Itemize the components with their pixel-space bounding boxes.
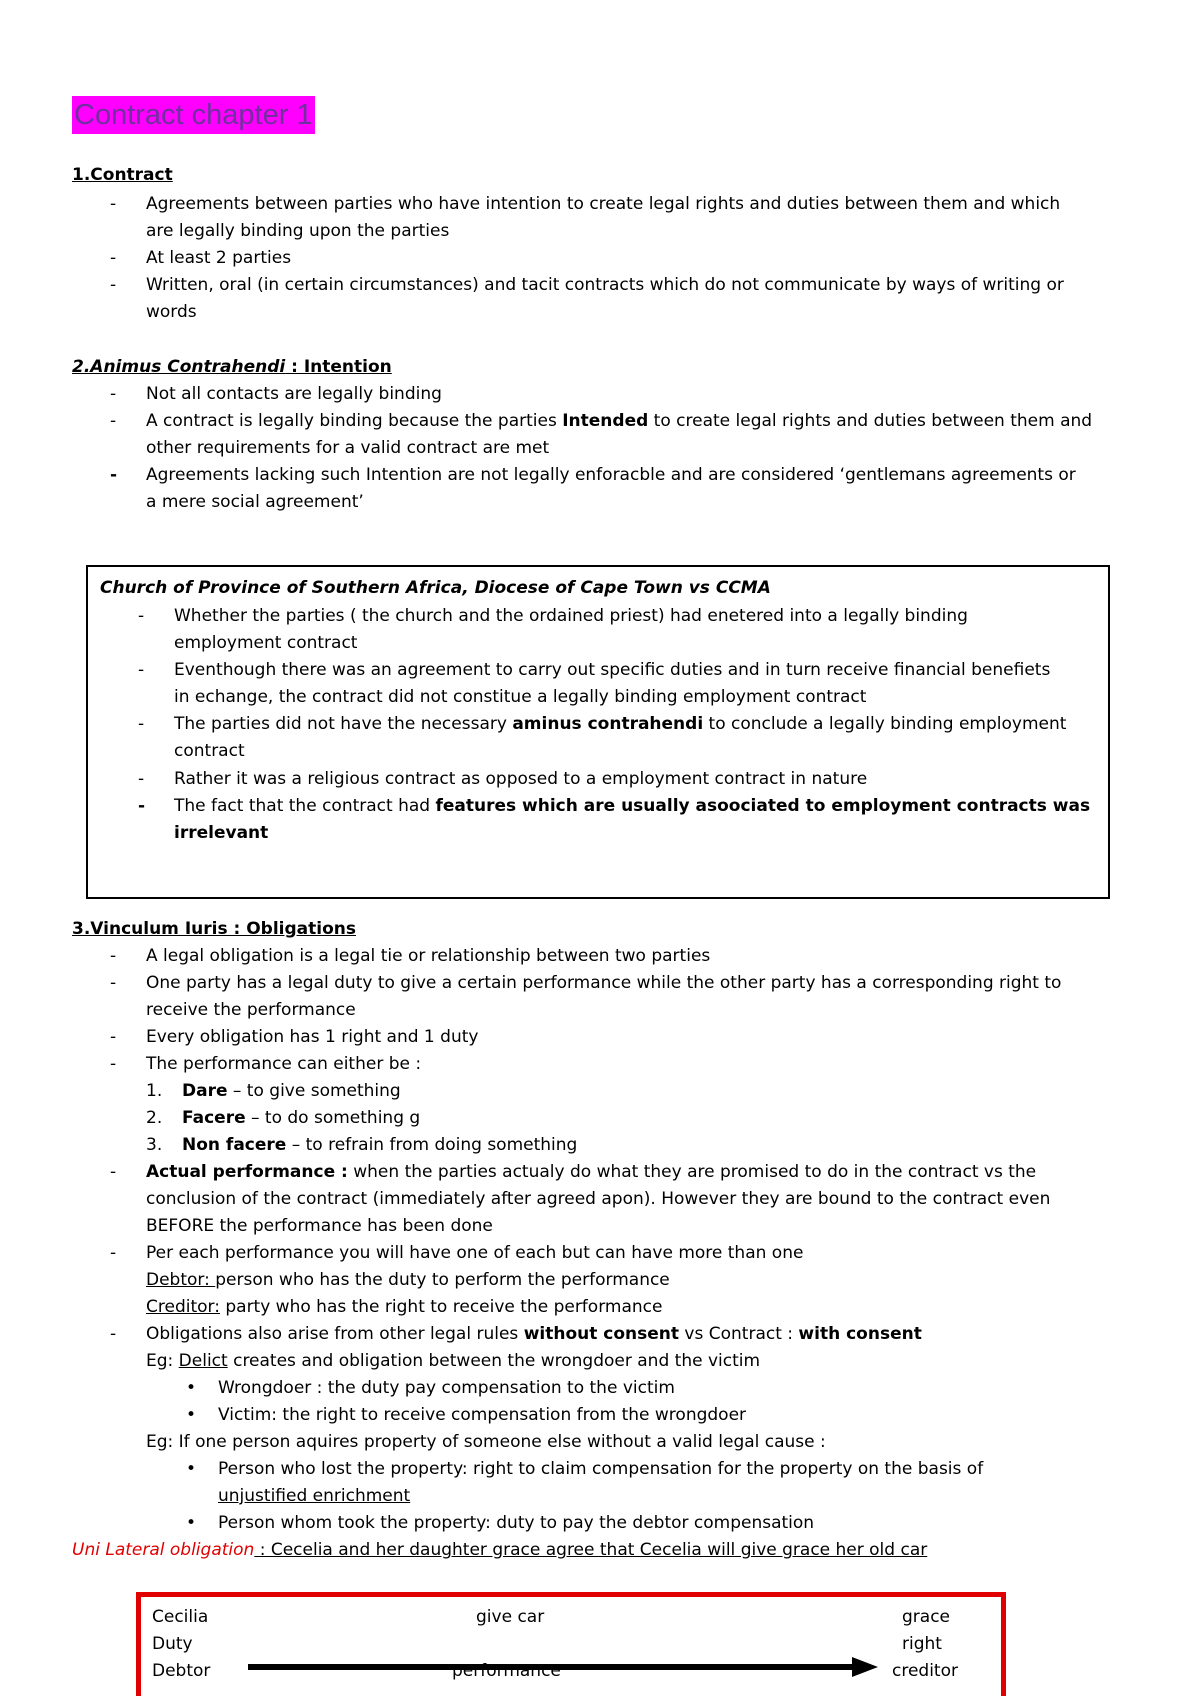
s2-item-3: Agreements lacking such Intention are not legally enforacble and are considered ‘gentlemans agreements or xyxy=(146,465,1076,485)
s3-item-4: The performance can either be : xyxy=(146,1054,422,1074)
s3-item-5-cont2: BEFORE the performance has been done xyxy=(146,1216,493,1236)
section-1-heading: 1.Contract xyxy=(72,165,173,185)
dash-bullet: - xyxy=(110,1243,117,1263)
dash-bullet: - xyxy=(110,1162,117,1182)
enrichment-bullet-1: Person who lost the property: right to claim compensation for the property on the basis of xyxy=(218,1459,984,1479)
example-enrichment: Eg: If one person aquires property of someone else without a valid legal cause : xyxy=(146,1432,826,1452)
case-item-1: Whether the parties ( the church and the ordained priest) had enetered into a legally binding xyxy=(174,606,968,626)
debtor-definition: Debtor: person who has the duty to perform the performance xyxy=(146,1270,670,1290)
s3-item-3: Every obligation has 1 right and 1 duty xyxy=(146,1027,479,1047)
case-item-5: The fact that the contract had features which are usually asoociated to employment contracts was xyxy=(174,796,1091,816)
diagram-left-1: Cecilia xyxy=(152,1607,209,1627)
diagram-right-3: creditor xyxy=(892,1661,958,1681)
round-bullet: • xyxy=(186,1378,197,1398)
diagram-right-1: grace xyxy=(902,1607,951,1627)
dash-bullet: - xyxy=(110,973,117,993)
delict-bullet-1: Wrongdoer : the duty pay compensation to the victim xyxy=(218,1378,675,1398)
s3-item-5-cont: conclusion of the contract (immediately after agreed apon). However they are bound to the contract even xyxy=(146,1189,1051,1209)
dash-bullet: - xyxy=(110,384,117,404)
dash-bullet: - xyxy=(110,248,117,268)
s3-item-7: Obligations also arise from other legal rules without consent vs Contract : with consent xyxy=(146,1324,922,1344)
case-item-3-cont: contract xyxy=(174,741,245,761)
unilateral-text: : Cecelia and her daughter grace agree that Cecelia will give grace her old car xyxy=(254,1540,928,1560)
s3-item-2-cont: receive the performance xyxy=(146,1000,356,1020)
case-item-1-cont: employment contract xyxy=(174,633,358,653)
case-item-2: Eventhough there was an agreement to carry out specific duties and in turn receive financial benefiets xyxy=(174,660,1051,680)
diagram-left-2: Duty xyxy=(152,1634,193,1654)
s2-item-2-cont: other requirements for a valid contract are met xyxy=(146,438,550,458)
s1-item-1-cont: are legally binding upon the parties xyxy=(146,221,450,241)
diagram-left-3: Debtor xyxy=(152,1661,211,1681)
case-title: Church of Province of Southern Africa, Diocese of Cape Town vs CCMA xyxy=(100,578,771,598)
example-delict: Eg: Delict creates and obligation between the wrongdoer and the victim xyxy=(146,1351,761,1371)
s1-item-2: At least 2 parties xyxy=(146,248,292,268)
s3-item-2: One party has a legal duty to give a certain performance while the other party has a corresponding right to xyxy=(146,973,1062,993)
dash-bullet: - xyxy=(110,411,117,431)
dash-bullet: - xyxy=(110,465,118,485)
section-2-heading xyxy=(72,354,392,381)
creditor-definition: Creditor: party who has the right to receive the performance xyxy=(146,1297,663,1317)
diagram-right-2: right xyxy=(902,1634,942,1654)
dash-bullet: - xyxy=(138,769,145,789)
s2-item-2: A contract is legally binding because the parties Intended to create legal rights and duties between them and xyxy=(146,411,1093,431)
diagram-center-bottom: performance xyxy=(452,1661,561,1681)
case-item-3: The parties did not have the necessary aminus contrahendi to conclude a legally binding employment xyxy=(174,714,1067,734)
enrichment-bullet-1-cont: unjustified enrichment xyxy=(218,1486,411,1506)
round-bullet: • xyxy=(186,1405,197,1425)
numbered-item-3: 3. xyxy=(146,1135,163,1155)
s2-item-3-cont: a mere social agreement’ xyxy=(146,492,364,512)
numbered-item-1-text: Dare – to give something xyxy=(182,1081,401,1101)
case-item-4: Rather it was a religious contract as opposed to a employment contract in nature xyxy=(174,769,868,789)
dash-bullet: - xyxy=(138,606,145,626)
numbered-item-2: 2. xyxy=(146,1108,163,1128)
dash-bullet: - xyxy=(110,946,117,966)
numbered-item-1: 1. xyxy=(146,1081,163,1101)
diagram-center-top: give car xyxy=(476,1607,545,1627)
dash-bullet: - xyxy=(110,1324,117,1344)
arrow-right-icon xyxy=(246,1655,886,1679)
page-title: Contract chapter 1 xyxy=(72,96,315,134)
dash-bullet: - xyxy=(110,194,117,214)
s2-item-1: Not all contacts are legally binding xyxy=(146,384,442,404)
numbered-item-3-text: Non facere – to refrain from doing something xyxy=(182,1135,578,1155)
obligation-diagram xyxy=(136,1592,1006,1696)
section-2-heading-rest: : Intention xyxy=(285,357,392,377)
unilateral-label: Uni Lateral obligation xyxy=(72,1540,255,1560)
delict-bullet-2: Victim: the right to receive compensation from the wrongdoer xyxy=(218,1405,747,1425)
s1-item-3-cont: words xyxy=(146,302,197,322)
dash-bullet: - xyxy=(138,714,145,734)
dash-bullet: - xyxy=(110,275,117,295)
round-bullet: • xyxy=(186,1459,197,1479)
numbered-item-2-text: Facere – to do something g xyxy=(182,1108,421,1128)
s3-item-6: Per each performance you will have one of each but can have more than one xyxy=(146,1243,804,1263)
s3-item-1: A legal obligation is a legal tie or relationship between two parties xyxy=(146,946,711,966)
round-bullet: • xyxy=(186,1513,197,1533)
enrichment-bullet-2: Person whom took the property: duty to pay the debtor compensation xyxy=(218,1513,815,1533)
section-3-heading: 3.Vinculum Iuris : Obligations xyxy=(72,919,356,939)
s1-item-3: Written, oral (in certain circumstances) and tacit contracts which do not communicate by ways of writing or xyxy=(146,275,1064,295)
dash-bullet: - xyxy=(138,660,145,680)
unilateral-obligation-line xyxy=(72,1537,927,1564)
s3-item-5: Actual performance : when the parties actualy do what they are promised to do in the contract vs the xyxy=(146,1162,1037,1182)
section-2-heading-latin: 2.Animus Contrahendi xyxy=(72,357,286,377)
dash-bullet: - xyxy=(110,1054,117,1074)
s1-item-1: Agreements between parties who have intention to create legal rights and duties between them and which xyxy=(146,194,1061,214)
case-item-5-cont: irrelevant xyxy=(174,823,269,843)
dash-bullet: - xyxy=(110,1027,117,1047)
dash-bullet: - xyxy=(138,796,146,816)
case-item-2-cont: in echange, the contract did not constitue a legally binding employment contract xyxy=(174,687,867,707)
